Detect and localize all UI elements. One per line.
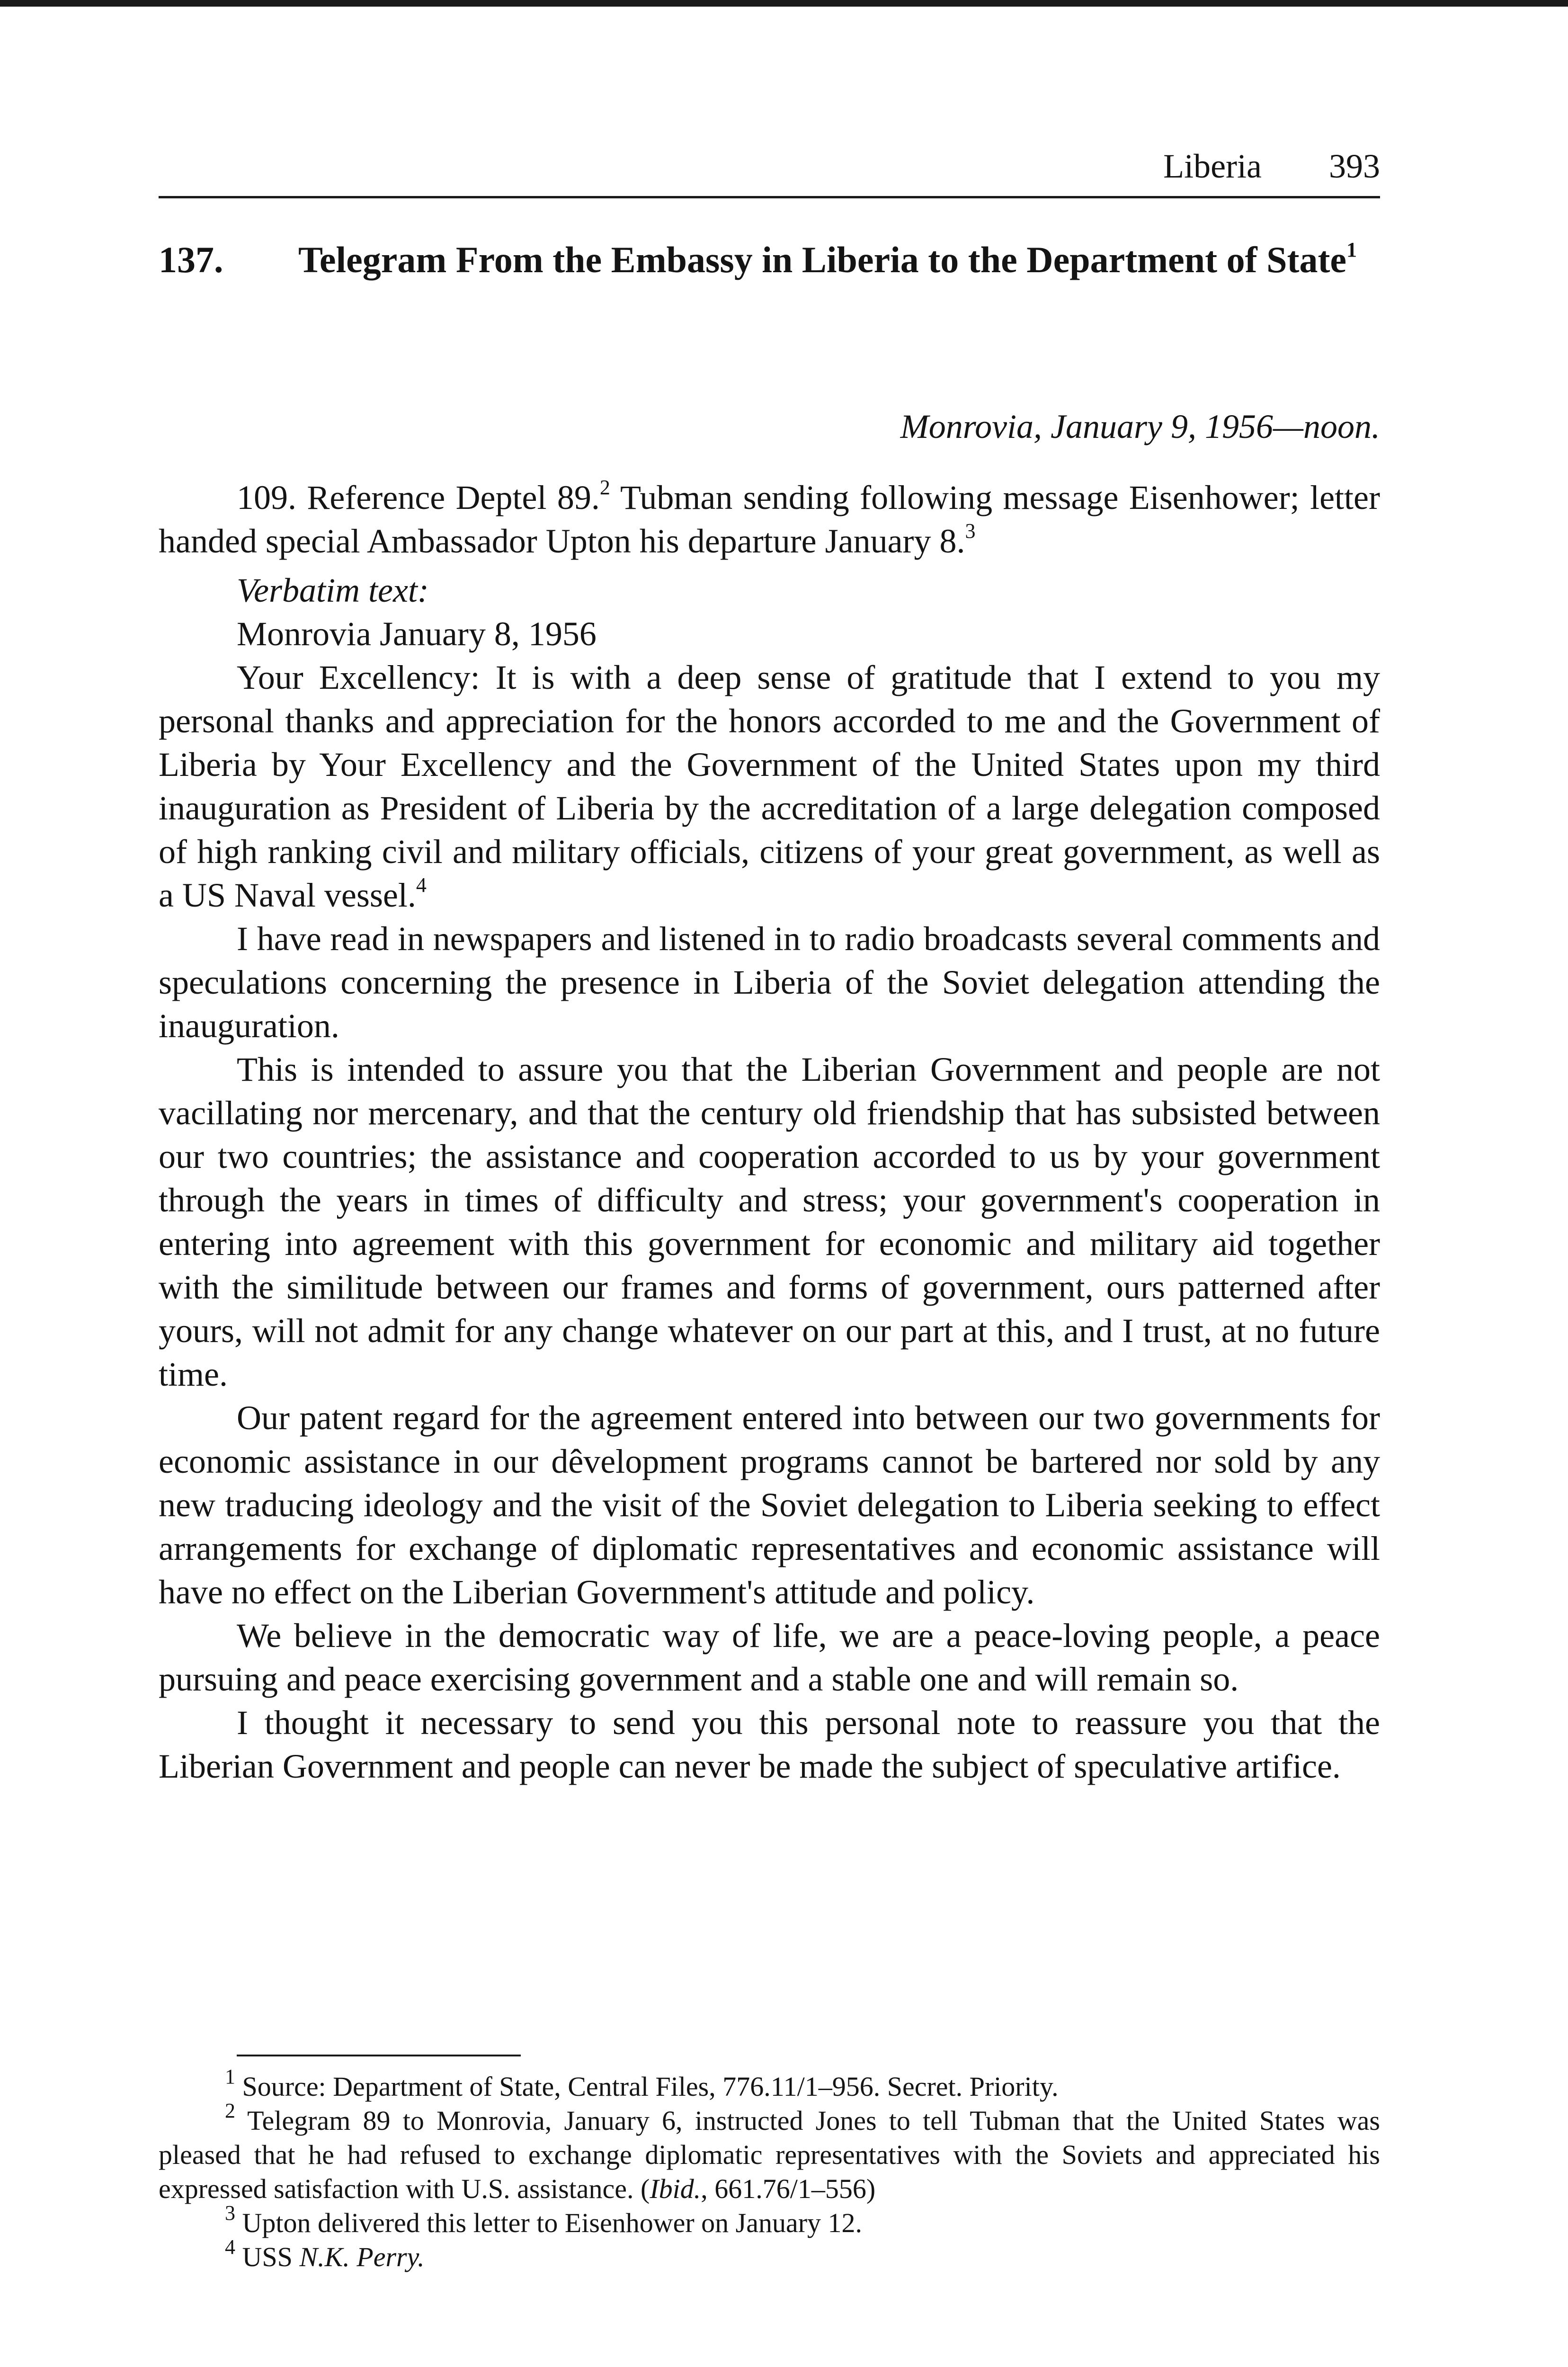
- footnote-2: [159, 2099, 1380, 2206]
- letter-paragraph-1-text: Your Excellency: It is with a deep sense of gratitude that I extend to you my personal thanks and appreciation for the honors accorded to me and the Government of Liberia by Your Excellency and the Government of the United States upon my third inauguration as President of Liberia by the accreditation of a large delegation composed of high ranking civil and military officials, citizens of your great government, as well as a US Naval vessel.: [159, 658, 1380, 914]
- letter-date: Monrovia January 8, 1956: [237, 615, 597, 653]
- opening-text-a: 109. Reference Deptel 89.: [237, 479, 600, 516]
- footnote-4-ship: N.K. Perry.: [299, 2242, 425, 2272]
- verbatim-label: Verbatim text:: [237, 571, 429, 609]
- footnote-4-mark: 4: [225, 2235, 235, 2259]
- telegram-body: [159, 476, 1380, 1788]
- dateline: Monrovia, January 9, 1956—noon.: [900, 408, 1380, 445]
- opening-text-b: Tubman sending following message Eisenhower; letter handed special Ambassador Upton his departure January 8.: [159, 479, 1380, 560]
- footnote-4-prefix: USS: [242, 2242, 300, 2272]
- footnote-1-text: Source: Department of State, Central Files, 776.11/1–956. Secret. Priority.: [242, 2071, 1059, 2102]
- scan-edge: [0, 0, 1568, 7]
- footnote-ref-4: 4: [416, 873, 427, 897]
- footnote-3-text: Upton delivered this letter to Eisenhower on January 12.: [242, 2207, 863, 2238]
- opening-paragraph: [159, 476, 1380, 563]
- footnote-ref-1: 1: [1346, 238, 1357, 261]
- footnote-ref-3: 3: [965, 519, 976, 543]
- letter-paragraph-6: I thought it necessary to send you this personal note to reassure you that the Liberian Government and people can never be made the subject of speculative artifice.: [159, 1704, 1380, 1785]
- running-head: [159, 147, 1380, 189]
- footnote-4: [159, 2235, 1380, 2274]
- footnotes: [159, 2064, 1380, 2274]
- page-number: 393: [1329, 147, 1380, 185]
- footnote-1: [159, 2064, 1380, 2104]
- footnote-ref-2: 2: [599, 476, 610, 499]
- letter-paragraph-2: I have read in newspapers and listened in to radio broadcasts several comments and speculations concerning the presence in Liberia of the Soviet delegation attending the inauguration.: [159, 920, 1380, 1045]
- letter-paragraph-5: We believe in the democratic way of life, we are a peace-loving people, a peace pursuing and peace exercising government and a stable one and will remain so.: [159, 1617, 1380, 1698]
- document-number: 137.: [159, 239, 223, 280]
- footnote-2-mark: 2: [225, 2099, 235, 2122]
- running-head-title: Liberia: [1163, 147, 1262, 185]
- footnote-1-mark: 1: [225, 2064, 235, 2088]
- footnote-rule: [237, 2055, 521, 2056]
- footnote-2-tail: , 661.76/1–556): [701, 2173, 876, 2204]
- letter-paragraph-1: [159, 656, 1380, 917]
- footnote-2-ibid: Ibid.: [650, 2173, 701, 2204]
- document-title-text: Telegram From the Embassy in Liberia to the Department of State: [298, 239, 1347, 280]
- letter-paragraph-3: This is intended to assure you that the Liberian Government and people are not vacillating nor mercenary, and that the century old friendship that has subsisted between our two countries; the assistance and cooperation accorded to us by your government through the years in times of difficulty and stress; your government's cooperation in entering into agreement with this government for economic and military aid together with the similitude between our frames and forms of government, ours patterned after yours, will not admit for any change whatever on our part at this, and I trust, at no future time.: [159, 1050, 1380, 1393]
- footnote-2-text: Telegram 89 to Monrovia, January 6, instructed Jones to tell Tubman that the United States was pleased that he had refused to exchange diplomatic representatives with the Soviets and appreciated his expressed satisfaction with U.S. assistance. (: [159, 2105, 1380, 2204]
- footnote-3-mark: 3: [225, 2201, 235, 2225]
- document-title: [298, 234, 1380, 285]
- letter-paragraph-4: Our patent regard for the agreement entered into between our two governments for economic assistance in our dêvelopment programs cannot be bartered nor sold by any new traducing ideology and the visit of the Soviet delegation to Liberia seeking to effect arrangements for exchange of diplomatic representatives and economic assistance will have no effect on the Liberian Government's attitude and policy.: [159, 1399, 1380, 1611]
- footnote-3: [159, 2201, 1380, 2240]
- header-rule: [159, 196, 1380, 198]
